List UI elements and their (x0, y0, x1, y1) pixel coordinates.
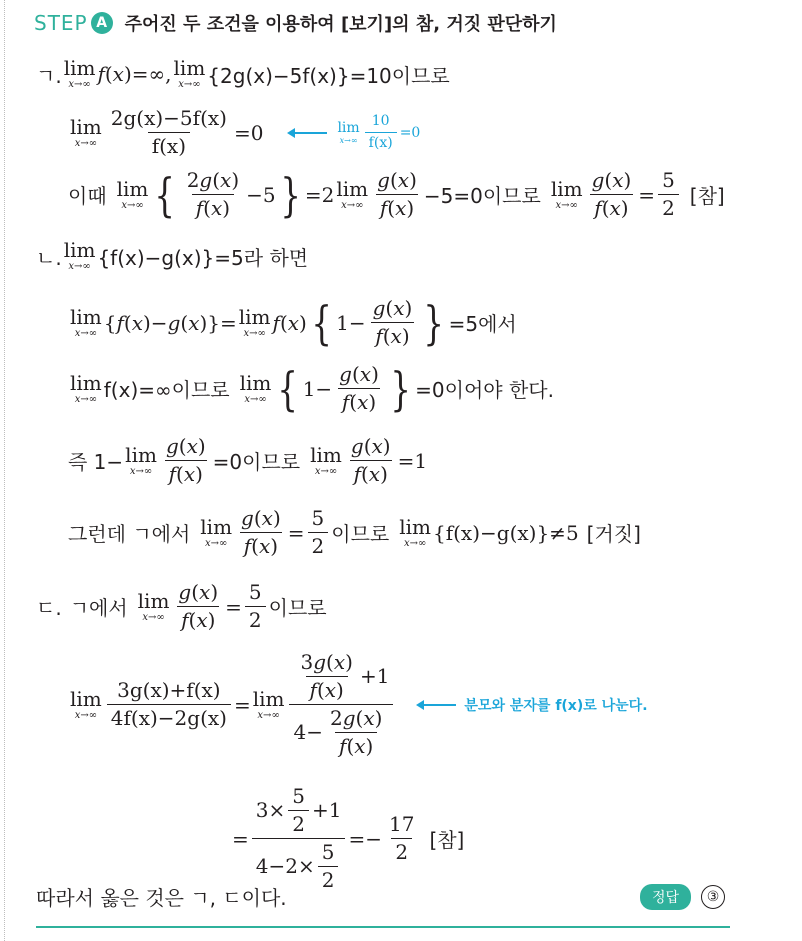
answer-value: ③ (701, 885, 725, 909)
fraction: $\frac{g(x)}{f(x)}$ (350, 434, 391, 486)
c-result: = 3× $\frac{5}{2}$ +1 4−2× $\frac{5}{2}$ =− $\frac{17}{2}$ [참] (232, 784, 465, 892)
bottom-rule (36, 926, 730, 928)
a-line-2 (68, 108, 420, 157)
a-verdict: [참] (689, 184, 725, 208)
fraction: $\frac{2g(x)}{f(x)}$ (186, 168, 240, 220)
b-line-5-post: {f(x)−g(x)}≠5 (433, 520, 579, 545)
c-label: ㄷ. (36, 596, 62, 620)
left-margin-rule (4, 0, 5, 941)
b-line-4 (68, 436, 427, 485)
lim-operator: lim x→∞ (63, 238, 96, 272)
c-main-equation: lim x→∞ $\frac{3g(x)+f(x)}{4f(x)-2g(x)}$ = lim x→∞ $\frac{3g(x)}{f(x)}$ +1 4− $\frac{2g(x)}{f(x)}$ 분모와 분자를 f(x)로 나눈다. (70, 650, 648, 758)
c-side-note: 분모와 분자를 f(x)로 나눈다. (464, 697, 648, 714)
a-line-1-rest: {2g(x)−5f(x)}=10이므로 (207, 63, 450, 88)
fraction: $\frac{5}{2}$ (245, 582, 266, 631)
compound-fraction: $\frac{3g(x)}{f(x)}$ +1 4− $\frac{2g(x)}{f(x)}$ (289, 652, 393, 757)
fraction: $\frac{g(x)}{f(x)}$ (591, 168, 632, 220)
b-line-3: lim x→∞ f(x)=∞이므로 lim x→∞ { 1− $\frac{g(x)}{f(x)}$ } =0이어야 한다. (70, 361, 554, 416)
b-line-5-mid: 이므로 (331, 522, 390, 546)
conclusion-text: 따라서 옳은 것은 ㄱ, ㄷ이다. (36, 886, 287, 910)
lim-operator: lim x→∞ (70, 686, 102, 721)
a-line-3-post: −5=0이므로 (423, 184, 541, 208)
right-brace: } (390, 361, 411, 416)
right-brace: } (280, 167, 301, 222)
fraction: $\frac{2g(x)-5f(x)}{f(x)}$ (110, 106, 227, 158)
lim-operator: lim x→∞ (116, 176, 149, 211)
b-line-3-mid: f(x)=∞이므로 (103, 378, 230, 402)
b-verdict: [거짓] (586, 522, 641, 546)
right-brace: } (423, 295, 445, 350)
a-line-1 (36, 58, 450, 90)
left-brace: { (277, 361, 299, 416)
b-line-5: 그런데 ㄱ에서 lim x→∞ $\frac{g(x)}{f(x)}$ = $\frac{5}{2}$ 이므로 lim x→∞ {f(x)−g(x)}≠5 [거짓] (68, 506, 641, 558)
b-line-1 (36, 240, 308, 272)
c-line-1-post: 이므로 (268, 596, 327, 620)
fraction: $\frac{5}{2}$ (658, 170, 679, 219)
a-label: ㄱ. (36, 63, 62, 88)
a-line-3: 이때 lim x→∞ { $\frac{2g(x)}{f(x)}$ −5 } =2 lim x→∞ $\frac{g(x)}{f(x)}$ −5=0이므로 lim x→∞ $\frac{g(x)}{f(x)}$ = $\frac{5}{2}$ [참] (68, 167, 725, 222)
lim-operator: lim x→∞ (173, 56, 206, 90)
b-line-2-post: =5에서 (448, 312, 517, 336)
expr-text: f(x)=∞, (97, 62, 172, 86)
answer-box (640, 884, 725, 910)
note-arrow (422, 704, 456, 706)
a-side-note: lim x→∞ $\frac{10}{f(x)}$ =0 (337, 113, 421, 151)
lim-operator: lim x→∞ (399, 514, 431, 549)
fraction: $\frac{g(x)}{f(x)}$ (339, 362, 379, 414)
lim-operator: lim x→∞ (336, 176, 369, 211)
b-line-1-text: {f(x)−g(x)}=5라 하면 (97, 245, 309, 270)
b-line-5-pre: 그런데 ㄱ에서 (68, 522, 191, 546)
left-brace: { (154, 167, 176, 222)
fraction: $\frac{g(x)}{f(x)}$ (372, 296, 413, 348)
b-line-3-post: =0이어야 한다. (415, 378, 554, 402)
conclusion (36, 882, 287, 911)
b-line-2: lim x→∞ {f(x)−g(x)}= lim x→∞ f(x) { 1− $\frac{g(x)}{f(x)}$ } =5에서 (70, 295, 517, 350)
lim-operator: lim x→∞ (310, 442, 342, 477)
b-line-4-pre: 즉 1− (68, 450, 124, 474)
lim-operator: lim x→∞ (239, 370, 272, 405)
lim-operator: lim x→∞ (70, 370, 102, 405)
b-line-4-post: =1 (397, 448, 428, 473)
step-word: STEP (34, 11, 88, 35)
fraction: $\frac{5}{2}$ (308, 508, 329, 557)
lim-operator: lim x→∞ (125, 442, 157, 477)
lim-operator: lim x→∞ (137, 588, 170, 623)
c-verdict: [참] (429, 828, 465, 852)
step-header (34, 10, 557, 36)
lim-operator: lim x→∞ (200, 514, 233, 549)
lim-operator: lim x→∞ (70, 304, 102, 339)
fraction: $\frac{g(x)}{f(x)}$ (241, 506, 281, 558)
a-line-3-pre: 이때 (68, 184, 107, 208)
step-title: 주어진 두 조건을 이용하여 [보기]의 참, 거짓 판단하기 (124, 14, 557, 35)
c-line-1: ㄷ. ㄱ에서 lim x→∞ $\frac{g(x)}{f(x)}$ = $\frac{5}{2}$ 이므로 (36, 580, 327, 632)
c-line-1-pre: ㄱ에서 (69, 596, 128, 620)
compound-fraction: 3× $\frac{5}{2}$ +1 4−2× $\frac{5}{2}$ (252, 786, 346, 891)
fraction: $\frac{g(x)}{f(x)}$ (165, 434, 206, 486)
step-badge: A (91, 12, 113, 34)
left-brace: { (311, 295, 332, 350)
answer-badge: 정답 (640, 884, 691, 910)
lim-operator: lim x→∞ (70, 114, 102, 149)
lim-operator: lim x→∞ (238, 304, 271, 339)
fraction: $\frac{3g(x)+f(x)}{4f(x)-2g(x)}$ (107, 680, 231, 729)
lim-operator: lim x→∞ (550, 176, 583, 211)
note-arrow (293, 132, 327, 134)
fraction: $\frac{g(x)}{f(x)}$ (377, 168, 417, 220)
b-line-4-mid: =0이므로 (212, 450, 301, 474)
lim-operator: lim x→∞ (252, 686, 285, 721)
expr-text: =2 (304, 182, 335, 207)
expr-text: =0 (233, 120, 264, 145)
fraction: $\frac{g(x)}{f(x)}$ (178, 580, 219, 632)
lim-operator: lim x→∞ (63, 56, 96, 90)
fraction: $\frac{17}{2}$ (388, 812, 415, 864)
b-label: ㄴ. (36, 245, 62, 270)
